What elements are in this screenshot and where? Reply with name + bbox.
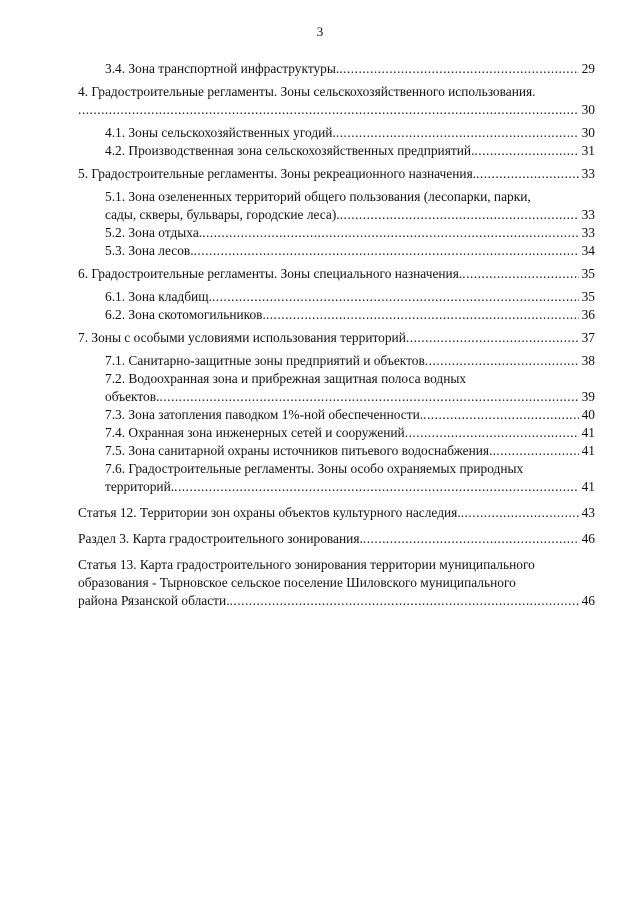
toc-entry-page: 40 [581, 407, 595, 422]
dot-leader [340, 206, 579, 224]
toc-entry-7[interactable] [78, 329, 595, 347]
toc-entry-7-4[interactable] [78, 424, 595, 442]
toc-entry-title: 4. Градостроительные регламенты. Зоны сельскохозяйственного использования. [78, 84, 536, 99]
dot-leader [202, 224, 579, 242]
toc-entry-title: 7.5. Зона санитарной охраны источников питьевого водоснабжения. [105, 443, 493, 458]
dot-leader [78, 101, 579, 119]
table-of-contents [78, 60, 595, 610]
toc-entry-title: Раздел 3. Карта градостроительного зонирования. [78, 531, 363, 546]
toc-entry-article-13[interactable] [78, 556, 595, 610]
dot-leader [159, 388, 578, 406]
toc-entry-5-1[interactable] [78, 188, 595, 224]
dot-leader [230, 592, 579, 610]
toc-entry-page: 30 [581, 102, 595, 117]
toc-entry-page: 46 [581, 531, 595, 546]
dot-leader [423, 406, 579, 424]
toc-entry-title: 5.2. Зона отдыха. [105, 225, 203, 240]
toc-entry-title-cont: территорий. [105, 479, 175, 494]
dot-leader [492, 442, 578, 460]
dot-leader [339, 60, 578, 78]
toc-entry-title: 7. Зоны с особыми условиями использования территорий [78, 330, 406, 345]
toc-entry-page: 41 [581, 443, 595, 458]
toc-entry-title-cont: образования - Тырновское сельское поселение Шиловского муниципального [78, 575, 516, 590]
toc-entry-page: 36 [581, 307, 595, 322]
toc-entry-title: 7.2. Водоохранная зона и прибрежная защитная полоса водных [105, 371, 467, 386]
toc-entry-title: Статья 13. Карта градостроительного зонирования территории муниципального [78, 557, 535, 572]
dot-leader [194, 242, 579, 260]
toc-entry-article-12[interactable] [78, 504, 595, 522]
toc-entry-page: 30 [581, 125, 595, 140]
toc-entry-title: 5.1. Зона озелененных территорий общего пользования (лесопарки, парки, [105, 189, 531, 204]
toc-entry-5[interactable] [78, 165, 595, 183]
toc-entry-page: 41 [581, 479, 595, 494]
toc-entry-title: Статья 12. Территории зон охраны объектов культурного наследия. [78, 505, 461, 520]
toc-entry-page: 46 [581, 593, 595, 608]
dot-leader [476, 165, 579, 183]
dot-leader [363, 530, 579, 548]
dot-leader [474, 142, 578, 160]
dot-leader [212, 288, 579, 306]
toc-entry-3-4[interactable] [78, 60, 595, 78]
dot-leader [406, 329, 579, 347]
toc-entry-4-2[interactable] [78, 142, 595, 160]
toc-entry-7-1[interactable] [78, 352, 595, 370]
toc-entry-page: 43 [581, 505, 595, 520]
toc-entry-page: 35 [581, 289, 595, 304]
dot-leader [266, 306, 579, 324]
toc-entry-title-cont: сады, скверы, бульвары, городские леса). [105, 207, 340, 222]
toc-entry-title: 7.6. Градостроительные регламенты. Зоны особо охраняемых природных [105, 461, 524, 476]
toc-entry-title: 3.4. Зона транспортной инфраструктуры. [105, 61, 340, 76]
toc-entry-section-3[interactable] [78, 530, 595, 548]
toc-entry-7-2[interactable] [78, 370, 595, 406]
toc-entry-6-1[interactable] [78, 288, 595, 306]
toc-entry-page: 33 [581, 166, 595, 181]
dot-leader [462, 265, 578, 283]
toc-entry-title: 7.3. Зона затопления паводком 1%-ной обеспеченности. [105, 407, 424, 422]
toc-entry-title: 4.1. Зоны сельскохозяйственных угодий. [105, 125, 336, 140]
toc-entry-title-cont: района Рязанской области. [78, 593, 230, 608]
toc-entry-page: 29 [581, 61, 595, 76]
dot-leader [336, 124, 579, 142]
toc-entry-page: 34 [581, 243, 595, 258]
dot-leader [425, 352, 579, 370]
toc-entry-6-2[interactable] [78, 306, 595, 324]
toc-entry-page: 35 [581, 266, 595, 281]
toc-entry-page: 41 [581, 425, 595, 440]
dot-leader [174, 478, 579, 496]
toc-entry-title: 6.1. Зона кладбищ. [105, 289, 212, 304]
toc-entry-title: 5.3. Зона лесов. [105, 243, 194, 258]
toc-entry-6[interactable] [78, 265, 595, 283]
toc-entry-title: 6.2. Зона скотомогильников. [105, 307, 266, 322]
toc-entry-7-5[interactable] [78, 442, 595, 460]
toc-entry-4-1[interactable] [78, 124, 595, 142]
dot-leader [461, 504, 579, 522]
toc-entry-page: 33 [581, 225, 595, 240]
toc-entry-title: 7.4. Охранная зона инженерных сетей и сооружений [105, 425, 405, 440]
toc-entry-title: 6. Градостроительные регламенты. Зоны специального назначения. [78, 266, 463, 281]
toc-entry-page: 33 [581, 207, 595, 222]
toc-entry-4[interactable] [78, 83, 595, 119]
toc-entry-page: 38 [581, 353, 595, 368]
toc-entry-title-cont: объектов. [105, 389, 160, 404]
toc-entry-page: 31 [581, 143, 595, 158]
toc-entry-title: 5. Градостроительные регламенты. Зоны рекреационного назначения. [78, 166, 477, 181]
toc-entry-7-6[interactable] [78, 460, 595, 496]
toc-entry-page: 37 [581, 330, 595, 345]
toc-entry-5-3[interactable] [78, 242, 595, 260]
toc-entry-page: 39 [581, 389, 595, 404]
dot-leader [405, 424, 579, 442]
toc-entry-7-3[interactable] [78, 406, 595, 424]
toc-entry-title: 7.1. Санитарно-защитные зоны предприятий и объектов [105, 353, 425, 368]
page-number: 3 [316, 24, 324, 39]
toc-entry-title: 4.2. Производственная зона сельскохозяйственных предприятий. [105, 143, 475, 158]
toc-entry-5-2[interactable] [78, 224, 595, 242]
